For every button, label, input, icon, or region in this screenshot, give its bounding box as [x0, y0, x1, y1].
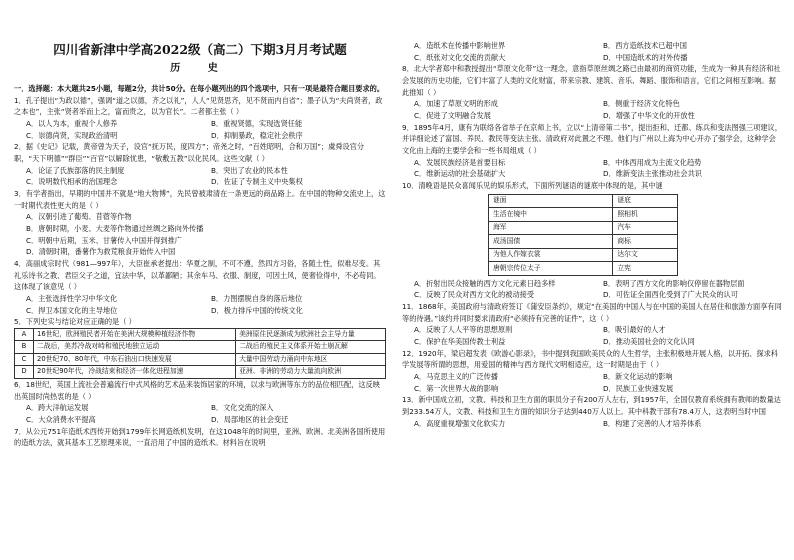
option-b: B．中体西用成为主流文化趋势	[603, 157, 702, 167]
option-a: A．造纸术在传播中影响世界	[414, 41, 506, 50]
option-d: D．增强了中华文化的开放性	[603, 110, 695, 120]
option-b: B．文化交流的深入	[211, 403, 274, 413]
table-row	[489, 221, 678, 235]
option-b: B．重视贤德，实现选贤任能	[211, 119, 303, 129]
option-c: C．反映了民众对西方文化的被动接受	[414, 290, 535, 300]
question-stem: 1．孔子提出“为政以德”，强调“道之以德，齐之以礼”，人人“见贤思齐，见不贤而内自省”；墨子认为“夫尚贤者，政之本也”，主张“贤者举而上之，富而贵之，以为官长”。二者都主张（ ）	[14, 95, 383, 117]
table-cell: 20世纪90年代，冷战结束和经济一体化进程加速	[34, 366, 236, 379]
table-cell: 为他人作嫁衣裳	[489, 248, 613, 262]
option-b: B．吸引最好的人才	[603, 325, 666, 335]
option-a: A．论证了氏族部落的民主制度	[26, 165, 125, 175]
table-cell: 商标	[613, 235, 678, 249]
question-stem: 6．18世纪，英国上流社会普遍流行中式风格的艺术品来装饰居家的环境，以求与欧洲等东方的品位相匹配，这反映出英国时尚热衷的是（ ）	[14, 379, 380, 401]
table-cell: 唐朝宗传位太子	[489, 262, 613, 276]
table-cell: 达尔文	[613, 248, 678, 262]
riddle-table	[488, 194, 678, 276]
table-cell: 汽车	[613, 221, 678, 235]
question-stem: 10．清晚语是民众喜闻乐见的娱乐形式，下面所列谜语的谜底中体现的是，其中谜	[402, 180, 663, 190]
table-header: 谜底	[613, 194, 678, 208]
option-d: D．可佐证全面西化受到了广大民众的认可	[603, 290, 738, 300]
table-row	[489, 235, 678, 249]
option-b: B．唐朝时期，小麦、大麦等作物通过丝绸之路向外传播	[26, 223, 204, 233]
option-b: B．侧重于经济文化特色	[603, 99, 680, 109]
option-c: C．第一次世界大战的影响	[414, 383, 499, 393]
left-column	[14, 0, 386, 449]
table-cell: 二战后，美苏冷战对峙和殖民地独立运动	[34, 341, 236, 354]
option-d: D．中国造纸术的对外传播	[603, 52, 688, 62]
question-12	[402, 348, 782, 395]
option-c: C．崇德尚贤，实现政治清明	[26, 130, 118, 140]
question-6	[14, 379, 386, 426]
question-stem: 13．新中国成立初，文教、科技和卫生方面的职员分子有200万人左右，到1957年，全国仅教育系统拥有教师的数量达到233.54万人，文教、科技和卫生方面的知识分子达到440万人以上。其中科教干部有78.4万人，这表明当时中国	[402, 395, 781, 416]
table-cell: 照相机	[613, 208, 678, 222]
question-stem: 9．1895年4月，康有为联络各省举子在京师上书，立以“上清帝第二书”，提出拒和、迁都、练兵和变法图强三项建议，并详细论述了富国、养民、教民等变法主张。清政府对此置之不理。他们与广州以上海为中心开办了强学会，这种学会文化由上海的主要学会和一些书局组成（ ）	[402, 122, 782, 155]
option-b: B．突出了农业的民本性	[211, 165, 288, 175]
table-cell: B	[15, 341, 34, 354]
option-d: D．局部地区的社会变迁	[211, 414, 289, 424]
table-row	[15, 366, 386, 379]
table-cell: 亚洲、非洲的劳动力大量流向欧洲	[236, 366, 386, 379]
option-b: B．新文化运动的影响	[603, 371, 673, 381]
table-row	[489, 194, 678, 208]
option-a: A．马克思主义的广泛传播	[414, 371, 498, 381]
table-cell: 16世纪，欧洲殖民者开始在美洲大规模种植经济作物	[34, 328, 236, 341]
subject-title: 历 史	[170, 62, 230, 74]
question-stem: 7．从公元751年造纸术西传开始到1799年长网造纸机发明，在这1048年的时间里，亚洲、欧洲、北美洲各国所使用的造纸方法，就其基本工艺原理来说，一直沿用了中国的造纸术。材料旨在说明	[14, 426, 386, 448]
option-c: C．大众消费水平提高	[26, 414, 96, 424]
option-d: D．抑制暴政，稳定社会秩序	[211, 130, 303, 140]
question-7	[14, 426, 386, 449]
question-2	[14, 141, 386, 188]
exam-title: 四川省新津中学高2022级（高二）下期3月月考试题	[53, 42, 347, 57]
question-stem: 5．下列史实与结论对应正确的是（ ）	[14, 317, 136, 327]
option-c: C．维新运动的社会基础扩大	[414, 169, 506, 179]
table-cell: 成汤国债	[489, 235, 613, 249]
option-d: D．民族工业快速发展	[603, 383, 674, 393]
question-stem: 3．有学者指出，早期的中国并不就是“地大物博”，先民曾被肃清在一条更远的商品路上。在中国的物种交流史上，这一时期代表性更大的是（ ）	[14, 188, 386, 210]
table-row	[15, 328, 386, 341]
table-cell: 二战后的殖民主义体系开始土崩瓦解	[236, 341, 386, 354]
option-a: A．汉朝引进了葡萄、苜蓿等作物	[26, 212, 132, 222]
question-5	[14, 316, 386, 379]
option-b: B．西方造纸技术已超中国	[603, 41, 687, 50]
question-7-options	[402, 40, 782, 63]
question-4	[14, 258, 386, 316]
table-row	[15, 341, 386, 354]
question-11	[402, 301, 782, 348]
option-a: A．跨大洋航运发展	[26, 403, 89, 413]
option-d: D．极力排斥中国的传统文化	[211, 305, 303, 315]
option-d: D．清朝时期，番薯作为救荒粮食开始传入中国	[26, 247, 176, 257]
option-a: A．高度重视增强文化软实力	[414, 418, 506, 428]
table-header: 谜面	[489, 194, 613, 208]
table-row	[489, 262, 678, 276]
option-a: A．发展民族经济是首要目标	[414, 157, 506, 167]
option-c: C．促进了文明融合发展	[414, 110, 491, 120]
question-5-table	[14, 328, 386, 379]
table-row	[489, 248, 678, 262]
table-cell: C	[15, 353, 34, 366]
question-13	[402, 394, 782, 429]
question-stem: 4．高丽成宗时代（981—997年），大臣崔承老提出：华夏之制，不可不遵，然四方习俗，各随土性，似难尽变。其礼乐诗书之教、君臣父子之道，宜法中华，以革鄙陋；其余车马、衣服、制度，可因土风，使奢俭得中，不必苟同。这体现了该意见（ ）	[14, 258, 381, 292]
table-cell: 美洲原住民逐渐成为欧洲社会主导力量	[236, 328, 386, 341]
table-cell: 生活在镜中	[489, 208, 613, 222]
question-stem: 11．1868年，美国政府与清政府签订《蒲安臣条约》，规定“在美国的中国人与在中国的美国人在居住和旅游方面享有同等的待遇。”该约并同时要求清政府“必须持有完善的证件”，这（ ）	[402, 301, 782, 323]
option-c: C．捍卫本国文化的主导地位	[26, 305, 118, 315]
option-b: B．力图摆脱自身的落后地位	[211, 293, 303, 303]
question-1	[14, 95, 386, 142]
option-c: C．明朝中后期，玉米、甘薯传入中国并得到推广	[26, 235, 182, 245]
option-c: C．纸张对文化交流的贡献大	[414, 52, 506, 62]
option-a: A．折射出民众接触的西方文化元素日趋多样	[414, 278, 556, 288]
table-cell: 20世纪70、80年代，中东石油出口快速发展	[34, 353, 236, 366]
option-a: A．主张选择性学习中华文化	[26, 293, 118, 303]
option-a: A．以人为本，重视个人修养	[26, 119, 118, 129]
question-stem: 8．北大学者郑中和教授提出“草原文化带”这一理念，意指草原丝绸之路已由最初的商贸功能，生成为一种具有经济和社会发展的历史功能，它们丰富了人类的文化财富，带来宗教、建筑、音乐、舞蹈、服饰和语言，它们之间相互影响。据此推知（ ）	[402, 64, 781, 97]
table-cell: 立宪	[613, 262, 678, 276]
table-row	[15, 353, 386, 366]
table-cell: A	[15, 328, 34, 341]
option-a: A．反映了人人平等的思想原则	[414, 325, 513, 335]
table-row	[489, 208, 678, 222]
question-stem: 12．1920年，梁启超发表《欧游心影录》，书中提到我国欧美民众的人生哲学，主张积极地开展人格，以开拓、探求科学发展等所谓的思想，用爱国的精神与西方现代文明相适应，这一时期是由于（ ）	[402, 348, 779, 370]
option-a: A．加速了草原文明的形成	[414, 99, 498, 109]
option-d: D．推动美国社会的文化认同	[603, 336, 695, 346]
right-column	[402, 0, 782, 429]
question-8	[402, 63, 782, 121]
option-d: D．维新变法主张推动社会共识	[603, 169, 702, 179]
table-cell: 海军	[489, 221, 613, 235]
question-10	[402, 180, 782, 301]
table-cell: 大量中国劳动力涌向中东地区	[236, 353, 386, 366]
option-b: B．表明了西方文化的影响仅停留在器物层面	[603, 278, 745, 288]
option-d: D．佐证了专制主义中央集权	[211, 177, 303, 187]
instructions: 一．选择题：本大题共25小题，每题2分，共计50分。在每小题列出的四个选项中，只有一项是最符合题目要求的。	[14, 84, 385, 94]
question-3	[14, 188, 386, 258]
table-cell: D	[15, 366, 34, 379]
question-stem: 2．据《史记》记载，黄帝曾为天子，设官“抚万民，度四方”；帝尧之时，“百姓昭明，合和万国”；虞舜设官分职，“天下明德”“群臣”“百官”以解除忧患，“敬敷五教”以化民风。这些文献（ ）	[14, 142, 365, 163]
option-b: B．构建了完善的人才培养体系	[603, 418, 702, 428]
option-c: C．保护在华美国传教士利益	[414, 336, 506, 346]
option-c: C．说明数代相承的治国理念	[26, 177, 118, 187]
question-9	[402, 122, 782, 180]
